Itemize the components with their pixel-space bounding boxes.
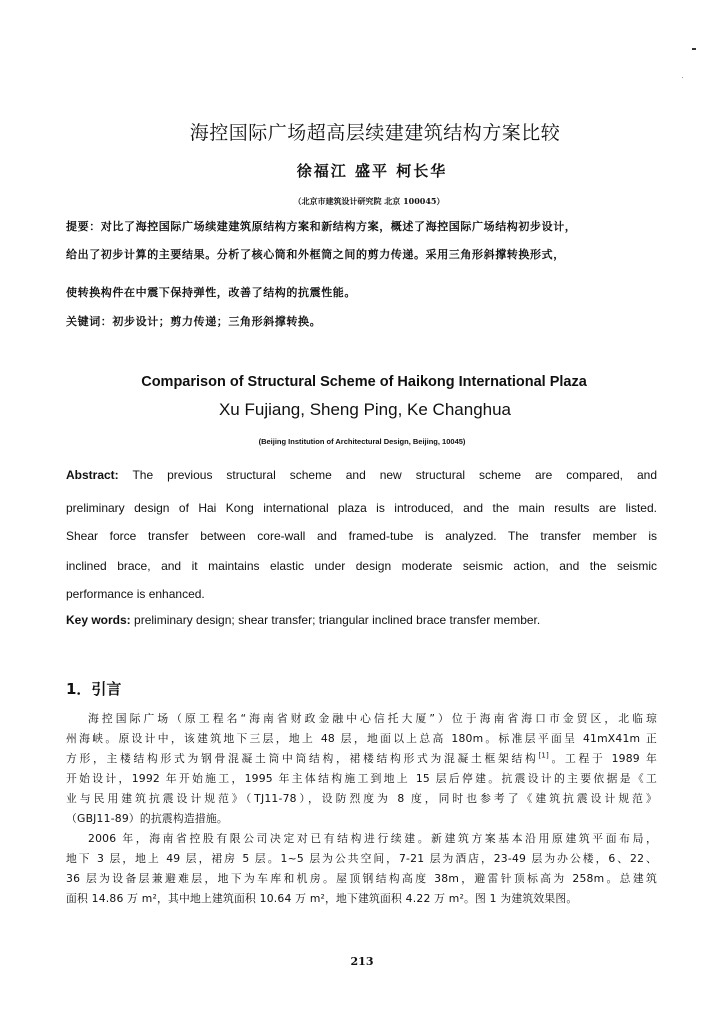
abstract-en-line-3: Shear force transfer between core-wall and framed-tube is analyzed. The transfer member is — [66, 529, 657, 543]
abstract-cn-label: 提要： — [66, 220, 101, 233]
paper-title-en: Comparison of Structural Scheme of Haikong International Plaza — [141, 374, 587, 390]
affiliation-en: (Beijing Institution of Architectural Design, Beijing, 10045) — [258, 437, 466, 446]
body-line: （GBJ11-89）的抗震构造措施。 — [66, 812, 228, 825]
abstract-cn-line-3: 使转换构件在中震下保持弹性，改善了结构的抗震性能。 — [66, 286, 356, 299]
abstract-en-label: Abstract: — [66, 468, 119, 482]
body-line: 36 层为设备层兼避难层，地下为车库和机房。屋顶钢结构高度 38m，避雷针顶标高为 258m。总建筑 — [66, 872, 657, 885]
paper-title-cn: 海控国际广场超高层续建建筑结构方案比较 — [189, 122, 561, 144]
keywords-cn-label: 关键词： — [66, 315, 113, 328]
abstract-en-line-2: preliminary design of Hai Kong international plaza is introduced, and the main results are listed. — [66, 501, 657, 515]
body-line: 州海峡。原设计中，该建筑地下三层，地上 48 层，地面以上总高 180m。标准层平面呈 41mX41m 正 — [66, 732, 657, 745]
abstract-en-line-5: performance is enhanced. — [66, 587, 205, 601]
page-number: 213 — [350, 955, 374, 968]
body-line: 海控国际广场（原工程名“海南省财政金融中心信托大厦”）位于海南省海口市金贸区，北临琼 — [88, 712, 657, 725]
citation-ref: [1] — [538, 751, 549, 760]
body-line: 面积 14.86 万 m²，其中地上建筑面积 10.64 万 m²，地下建筑面积 4.22 万 m²。图 1 为建筑效果图。 — [66, 892, 578, 905]
abstract-cn-line-1: 提要：对比了海控国际广场续建建筑原结构方案和新结构方案，概述了海控国际广场结构初步设计， — [66, 220, 577, 233]
keywords-cn: 关键词：初步设计；剪力传递；三角形斜撑转换。 — [66, 315, 322, 328]
abstract-en-line-4: inclined brace, and it maintains elastic under design moderate seismic action, and the seismic — [66, 559, 657, 573]
body-line: 开始设计，1992 年开始施工，1995 年主体结构施工到地上 15 层后停建。抗震设计的主要依据是《工 — [66, 772, 657, 785]
body-line: 业与民用建筑抗震设计规范》（TJ11-78），设防烈度为 8 度，同时也参考了《建筑抗震设计规范》 — [66, 792, 657, 805]
section-heading: 1．引言 — [66, 680, 122, 698]
abstract-en-line-1: Abstract: The previous structural scheme and new structural scheme are compared, and — [66, 468, 657, 482]
keywords-en: Key words: preliminary design; shear transfer; triangular inclined brace transfer member. — [66, 613, 541, 627]
scan-speck — [682, 77, 683, 78]
body-line: 2006 年，海南省控股有限公司决定对已有结构进行续建。新建筑方案基本沿用原建筑平面布局， — [88, 832, 657, 845]
keywords-en-label: Key words: — [66, 613, 131, 627]
affiliation-cn: （北京市建筑设计研究院 北京 100045） — [293, 196, 445, 206]
abstract-cn-line-2: 给出了初步计算的主要结果。分析了核心筒和外框筒之间的剪力传递。采用三角形斜撑转换形式， — [66, 248, 565, 261]
authors-cn: 徐福江 盛平 柯长华 — [296, 162, 448, 180]
scan-speck — [692, 48, 696, 50]
authors-en: Xu Fujiang, Sheng Ping, Ke Changhua — [218, 400, 512, 419]
body-line: 方形，主楼结构形式为钢骨混凝土筒中筒结构，裙楼结构形式为混凝土框架结构[1]。工程于 1989 年 — [66, 751, 658, 765]
body-line: 地下 3 层，地上 49 层，裙房 5 层。1~5 层为公共空间，7-21 层为酒店，23-49 层为办公楼，6、22、 — [66, 852, 657, 865]
